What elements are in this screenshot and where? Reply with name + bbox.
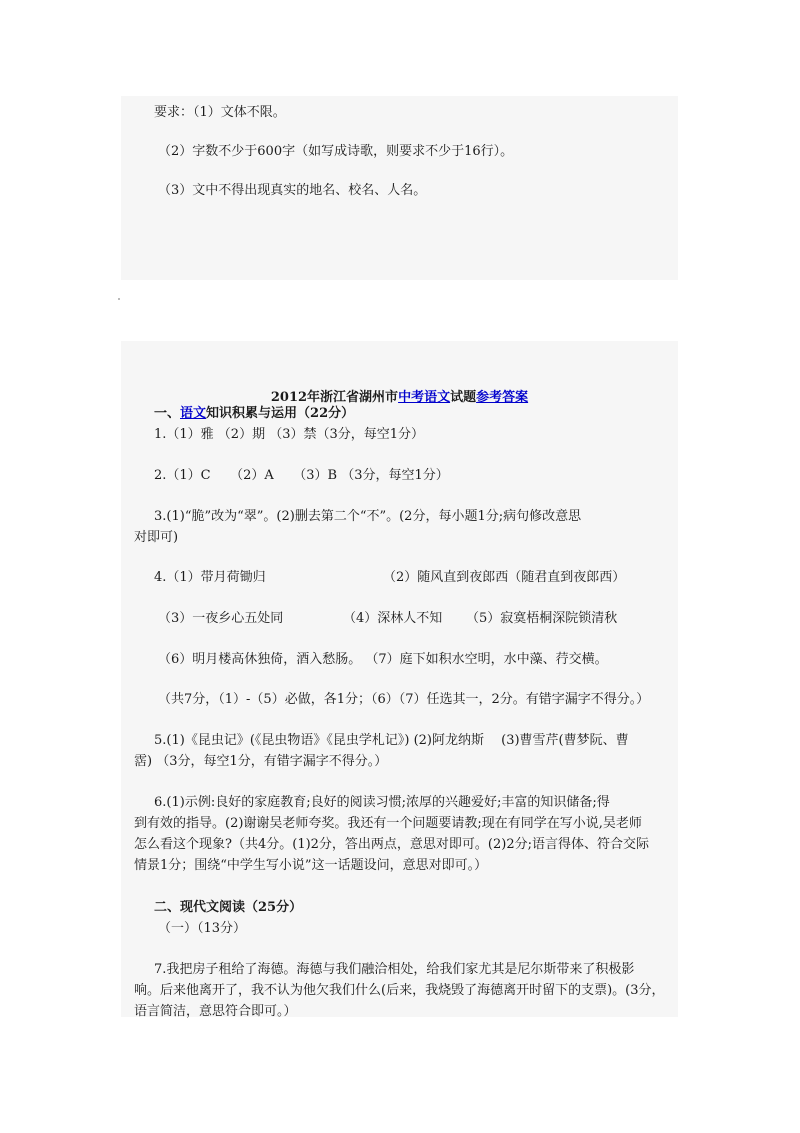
answer-5-line-2: 霑) （3分，每空1分，有错字漏字不得分。） — [134, 754, 388, 769]
section-1-prefix: 一、 — [154, 406, 181, 421]
answer-4-line-4: （共7分，（1）-（5）必做，各1分；（6）（7）任选其一，2分。有错字漏字不得分。） — [158, 692, 650, 707]
answer-4-line-2a: （3）一夜乡心五处同 — [158, 611, 284, 626]
answer-5-line-1: 5.(1)《昆虫记》(《昆虫物语》《昆虫学札记》) (2)阿龙纳斯 (3)曹雪芹(曹梦阮、曹 — [154, 733, 629, 748]
section-1-suffix: 知识积累与运用（22分） — [206, 406, 355, 421]
answer-7-line-1: 7.我把房子租给了海德。海德与我们融洽相处，给我们家尤其是尼尔斯带来了积极影 — [154, 962, 635, 977]
answer-2: 2.（1）C （2）A （3）B （3分，每空1分） — [154, 468, 449, 483]
answer-4-line-1b: （2）随风直到夜郎西（随君直到夜郎西） — [383, 570, 626, 585]
section-2-heading: 二、现代文阅读（25分） — [154, 900, 303, 915]
answer-6-line-1: 6.(1)示例:良好的家庭教育;良好的阅读习惯;浓厚的兴趣爱好;丰富的知识储备;得 — [154, 795, 610, 810]
answer-3-line-1: 3.(1)“脆”改为“翠”。(2)删去第二个“不”。(2分，每小题1分;病句修改意思 — [154, 509, 582, 524]
page-title — [121, 386, 678, 405]
zhongkao-yuwen-link[interactable]: 中考语文 — [398, 390, 451, 405]
answer-4-line-2b: （4）深林人不知 — [343, 611, 443, 626]
title-mid: 试题 — [450, 390, 477, 405]
answer-key-panel — [121, 341, 678, 1017]
requirements-panel — [121, 96, 678, 280]
requirement-1: 要求：（1）文体不限。 — [154, 105, 286, 120]
reference-answer-link[interactable]: 参考答案 — [476, 390, 529, 405]
answer-7-line-3: 语言简洁，意思符合即可。） — [134, 1004, 297, 1019]
answer-3-line-2: 对即可) — [134, 530, 179, 545]
answer-4-line-3: （6）明月楼高休独倚，酒入愁肠。 （7）庭下如积水空明，水中藻、荇交横。 — [158, 652, 608, 667]
requirement-2: （2）字数不少于600字（如写成诗歌，则要求不少于16行）。 — [158, 144, 514, 159]
subsection-1-heading: （一）（13分） — [158, 921, 247, 936]
title-prefix: 2012年浙江省湖州市 — [270, 390, 399, 405]
answer-4-line-2c: （5）寂寞梧桐深院锁清秋 — [466, 611, 618, 626]
answer-1: 1.（1）雅 （2）期 （3）禁（3分，每空1分） — [154, 427, 425, 442]
stray-dot — [118, 298, 120, 300]
requirement-3: （3）文中不得出现真实的地名、校名、人名。 — [158, 183, 427, 198]
section-1-heading — [154, 406, 354, 422]
answer-6-line-2: 到有效的指导。(2)谢谢吴老师夸奖。我还有一个问题要请教;现在有同学在写小说,吴老师 — [134, 816, 642, 831]
answer-7-line-2: 响。后来他离开了，我不认为他欠我们什么(后来，我烧毁了海德离开时留下的支票)。(3分， — [134, 983, 665, 998]
answer-4-line-1a: 4.（1）带月荷锄归 — [154, 570, 266, 585]
yuwen-link[interactable]: 语文 — [180, 406, 207, 421]
answer-6-line-3: 怎么看这个现象?（共4分。(1)2分，答出两点，意思对即可。(2)2分;语言得体、符合交际 — [134, 837, 649, 852]
answer-6-line-4: 情景1分；围绕“中学生写小说”这一话题设问，意思对即可。） — [134, 858, 488, 873]
